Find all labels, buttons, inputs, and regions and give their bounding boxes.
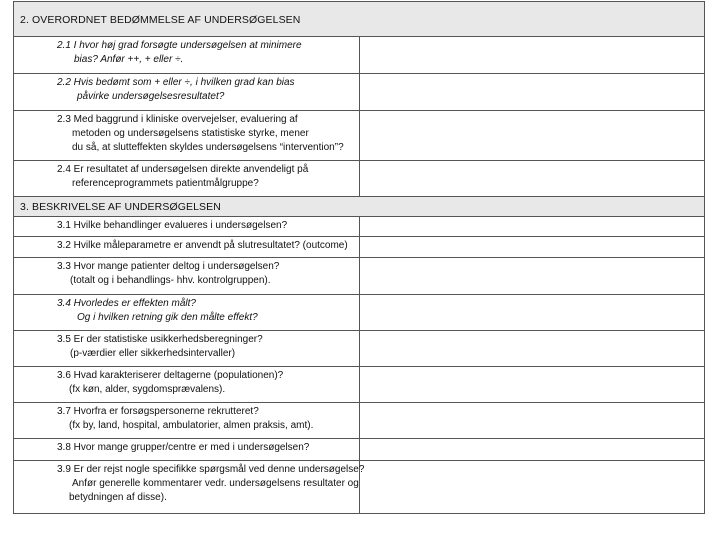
question-row-3-5 (14, 331, 705, 367)
question-3-6 (14, 367, 360, 403)
question-3-3-line1: 3.3 Hvor mange patienter deltog i undersøgelsen? (57, 261, 280, 272)
question-3-4 (14, 295, 360, 331)
question-3-7-line2: (fx by, land, hospital, ambulatorier, almen praksis, amt). (69, 420, 314, 431)
question-2-3-line3: du så, at slutteffekten skyldes undersøgelsens “intervention”? (72, 142, 344, 153)
section-title-3: 3. BESKRIVELSE AF UNDERSØGELSEN (14, 197, 705, 217)
question-3-8 (14, 439, 360, 461)
question-3-9-line2: Anfør generelle kommentarer vedr. undersøgelsens resultater og (72, 478, 359, 489)
question-3-3-line2: (totalt og i behandlings- hhv. kontrolgruppen). (70, 275, 271, 286)
question-3-4-line1: 3.4 Hvorledes er effekten målt? (57, 298, 196, 309)
question-3-7-line1: 3.7 Hvorfra er forsøgspersonerne rekrutteret? (57, 406, 259, 417)
question-2-2-line1: 2.2 Hvis bedømt som + eller ÷, i hvilken grad kan bias (57, 77, 295, 88)
question-3-5 (14, 331, 360, 367)
question-3-7 (14, 403, 360, 439)
answer-cell-3-4[interactable] (359, 295, 705, 331)
question-row-2-4 (14, 161, 705, 197)
question-row-3-4 (14, 295, 705, 331)
question-3-9-line1: 3.9 Er der rejst nogle specifikke spørgsmål ved denne undersøgelse? (57, 464, 365, 475)
section-header-3 (14, 197, 705, 217)
question-2-3-line2: metoden og undersøgelsens statistiske styrke, mener (72, 128, 309, 139)
question-2-3 (14, 111, 360, 161)
question-3-5-line2: (p-værdier eller sikkerhedsintervaller) (70, 348, 236, 359)
question-3-2 (14, 237, 360, 258)
question-3-5-line1: 3.5 Er der statistiske usikkerhedsberegninger? (57, 334, 263, 345)
question-2-2-line2: påvirke undersøgelsesresultatet? (77, 91, 225, 102)
question-row-2-1 (14, 37, 705, 74)
answer-cell-3-6[interactable] (359, 367, 705, 403)
question-2-4-line2: referenceprogrammets patientmålgruppe? (72, 178, 259, 189)
question-row-2-2 (14, 74, 705, 111)
question-2-3-line1: 2.3 Med baggrund i kliniske overvejelser, evaluering af (57, 114, 298, 125)
question-2-2 (14, 74, 360, 111)
question-2-1-line2: bias? Anfør ++, + eller ÷. (74, 54, 184, 65)
question-2-1 (14, 37, 360, 74)
question-3-9 (14, 461, 365, 514)
answer-cell-2-1[interactable] (359, 37, 705, 74)
answer-cell-3-1[interactable] (359, 217, 705, 237)
question-2-4 (14, 161, 360, 197)
question-3-2-line1: 3.2 Hvilke måleparametre er anvendt på slutresultatet? (outcome) (57, 240, 348, 251)
answer-cell-2-4[interactable] (359, 161, 705, 197)
question-3-8-line1: 3.8 Hvor mange grupper/centre er med i undersøgelsen? (57, 442, 310, 453)
question-3-4-line2: Og i hvilken retning gik den målte effekt? (77, 312, 258, 323)
section-header-2 (14, 2, 705, 37)
question-row-3-3 (14, 258, 705, 295)
answer-cell-2-3[interactable] (359, 111, 705, 161)
question-3-1-line1: 3.1 Hvilke behandlinger evalueres i undersøgelsen? (57, 220, 288, 231)
question-3-9-line3: betydningen af disse). (69, 492, 167, 503)
question-3-3 (14, 258, 360, 295)
answer-cell-3-5[interactable] (359, 331, 705, 367)
question-row-3-9 (14, 461, 705, 514)
question-row-3-6 (14, 367, 705, 403)
question-3-6-line1: 3.6 Hvad karakteriserer deltagerne (populationen)? (57, 370, 284, 381)
question-row-3-8 (14, 439, 705, 461)
answer-cell-3-7[interactable] (359, 403, 705, 439)
answer-cell-3-2[interactable] (359, 237, 705, 258)
question-2-1-line1: 2.1 I hvor høj grad forsøgte undersøgelsen at minimere (57, 40, 302, 51)
assessment-table (13, 1, 705, 514)
question-2-4-line1: 2.4 Er resultatet af undersøgelsen direkte anvendeligt på (57, 164, 309, 175)
answer-cell-3-8[interactable] (359, 439, 705, 461)
answer-cell-2-2[interactable] (359, 74, 705, 111)
question-3-1 (14, 217, 360, 237)
assessment-form (13, 1, 705, 514)
question-row-3-7 (14, 403, 705, 439)
question-row-2-3 (14, 111, 705, 161)
answer-cell-3-9[interactable] (359, 461, 705, 514)
question-row-3-2 (14, 237, 705, 258)
question-3-6-line2: (fx køn, alder, sygdomsprævalens). (69, 384, 226, 395)
section-title-2: 2. OVERORDNET BEDØMMELSE AF UNDERSØGELSEN (14, 2, 705, 37)
answer-cell-3-3[interactable] (359, 258, 705, 295)
question-row-3-1 (14, 217, 705, 237)
